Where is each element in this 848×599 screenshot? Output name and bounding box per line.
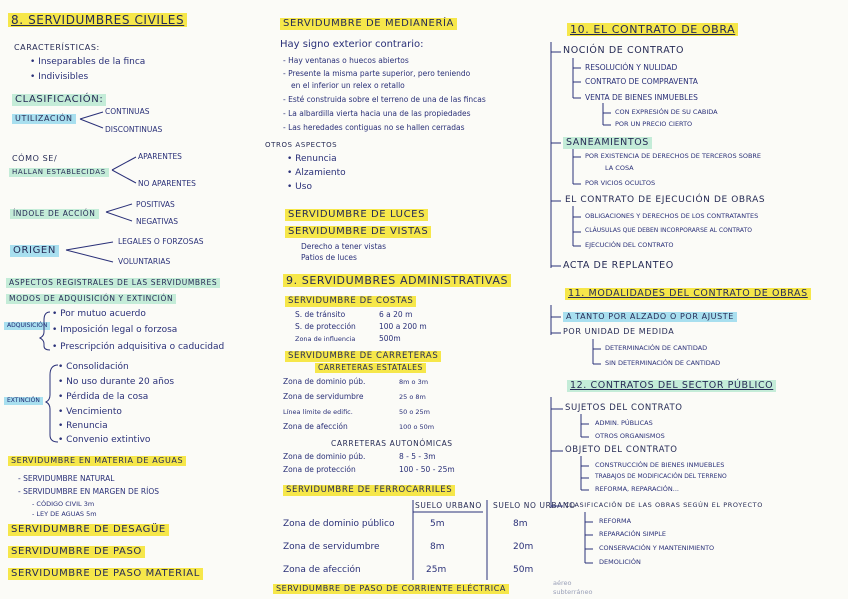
ferro-no-urbano-value: 50m	[513, 565, 534, 575]
ferro-row-label: Zona de dominio público	[283, 519, 395, 529]
indole-item: NEGATIVAS	[136, 217, 179, 226]
estatales-value: 50 o 25m	[399, 408, 430, 416]
caracteristicas-label: CARACTERÍSTICAS:	[14, 43, 100, 52]
ferrocarriles-table-lines	[275, 0, 276, 1]
faded-note: aéreo	[553, 579, 572, 587]
aspectos-registrales-heading: ASPECTOS REGISTRALES DE LAS SERVIDUMBRES	[6, 278, 220, 288]
adquisicion-item: • Prescripción adquisitiva o caducidad	[52, 342, 225, 352]
nocion-item: RESOLUCIÓN Y NULIDAD	[585, 63, 678, 72]
extincion-item: • Consolidación	[58, 362, 129, 372]
clasificacion-item: REPARACIÓN SIMPLE	[599, 530, 666, 538]
modos-adquisicion-heading: MODOS DE ADQUISICIÓN Y EXTINCIÓN	[6, 294, 176, 304]
clasificacion-obras: CLASIFICACIÓN DE LAS OBRAS SEGÚN EL PROYECTO	[565, 501, 763, 509]
ferro-no-urbano-value: 20m	[513, 542, 534, 552]
autonomicas-label: Zona de protección	[283, 465, 356, 474]
autonomicas-label: Zona de dominio púb.	[283, 452, 366, 461]
heading-servidumbre-medianeria: SERVIDUMBRE DE MEDIANERÍA	[280, 18, 457, 30]
saneamiento-item: POR EXISTENCIA DE DERECHOS DE TERCEROS SOBRE	[585, 152, 762, 160]
heading-servidumbre-paso: SERVIDUMBRE DE PASO	[8, 546, 145, 558]
faded-note: subterráneo	[553, 588, 593, 596]
sujetos-item: OTROS ORGANISMOS	[595, 432, 665, 440]
aguas-subitem: - LEY DE AGUAS 5m	[32, 510, 97, 518]
saneamiento-item: LA COSA	[605, 164, 634, 172]
heading-servidumbre-paso-material: SERVIDUMBRE DE PASO MATERIAL	[8, 568, 203, 580]
adquisicion-label: ADQUISICIÓN	[4, 322, 50, 330]
signo-item: en el inferior un relex o retallo	[291, 81, 405, 90]
estatales-label: Zona de dominio púb.	[283, 377, 366, 386]
heading-contratos-sector-publico: 12. CONTRATOS DEL SECTOR PÚBLICO	[567, 380, 776, 392]
otros-aspectos-label: OTROS ASPECTOS	[265, 141, 338, 149]
ferro-urbano-value: 25m	[426, 565, 447, 575]
adquisicion-item: • Imposición legal o forzosa	[52, 325, 178, 335]
objeto-item: TRABAJOS DE MODIFICACIÓN DEL TERRENO	[595, 473, 727, 480]
contrato-ejecucion-obras: EL CONTRATO DE EJECUCIÓN DE OBRAS	[565, 195, 766, 205]
estatales-label: Zona de servidumbre	[283, 392, 364, 401]
costas-label: Zona de influencia	[295, 335, 356, 343]
venta-item: POR UN PRECIO CIERTO	[615, 120, 693, 128]
origen-item: VOLUNTARIAS	[118, 257, 171, 266]
venta-item: CON EXPRESIÓN DE SU CABIDA	[615, 108, 718, 116]
carreteras-estatales-label: CARRETERAS ESTATALES	[315, 363, 426, 373]
indole-label: ÍNDOLE DE ACCIÓN	[10, 209, 99, 219]
suelo-urbano-header: SUELO URBANO	[415, 501, 482, 510]
heading-servidumbre-carreteras: SERVIDUMBRE DE CARRETERAS	[285, 351, 441, 362]
ferro-urbano-value: 8m	[430, 542, 445, 552]
heading-modalidades-contrato: 11. MODALIDADES DEL CONTRATO DE OBRAS	[565, 288, 811, 300]
extincion-item: • Renuncia	[58, 421, 108, 431]
vistas-item: Patios de luces	[301, 253, 357, 262]
origen-item: LEGALES O FORZOSAS	[118, 237, 204, 246]
como-item: APARENTES	[138, 152, 182, 161]
autonomicas-value: 8 - 5 - 3m	[399, 452, 436, 461]
publico-tree-lines	[545, 0, 546, 1]
signo-item: - Hay ventanas o huecos abiertos	[283, 56, 409, 65]
objeto-item: CONSTRUCCIÓN DE BIENES INMUEBLES	[595, 461, 725, 469]
costas-value: 100 a 200 m	[379, 322, 427, 331]
acta-replanteo: ACTA DE REPLANTEO	[563, 260, 674, 271]
nocion-contrato: NOCIÓN DE CONTRATO	[563, 45, 685, 56]
nocion-item: VENTA DE BIENES INMUEBLES	[585, 93, 698, 102]
utilizacion-label: UTILIZACIÓN	[12, 114, 76, 124]
heading-servidumbre-corriente-electrica: SERVIDUMBRE DE PASO DE CORRIENTE ELÉCTRICA	[273, 584, 509, 594]
ejecucion-item: OBLIGACIONES Y DERECHOS DE LOS CONTRATANTES	[585, 212, 759, 220]
aguas-subitem: - CÓDIGO CIVIL 3m	[32, 500, 95, 508]
medida-item: DETERMINACIÓN DE CANTIDAD	[605, 344, 708, 352]
indole-item: POSITIVAS	[136, 200, 175, 209]
caracteristica-item: • Inseparables de la finca	[30, 57, 146, 67]
extincion-item: • Pérdida de la cosa	[58, 392, 149, 402]
estatales-value: 25 o 8m	[399, 393, 426, 401]
heading-servidumbre-vistas: SERVIDUMBRE DE VISTAS	[285, 226, 431, 238]
otros-item: • Uso	[287, 182, 312, 192]
ejecucion-item: EJECUCIÓN DEL CONTRATO	[585, 241, 674, 249]
utilizacion-item: DISCONTINUAS	[105, 125, 163, 134]
costas-label: S. de tránsito	[295, 310, 346, 319]
objeto-item: REFORMA, REPARACIÓN...	[595, 485, 679, 493]
estatales-value: 8m o 3m	[399, 378, 429, 386]
estatales-value: 100 o 50m	[399, 423, 435, 431]
suelo-no-urbano-header: SUELO NO URBANO	[493, 501, 576, 510]
extincion-label: EXTINCIÓN	[4, 397, 43, 405]
sujetos-item: ADMIN. PÚBLICAS	[595, 419, 653, 427]
column-medianeria-administrativas	[265, 0, 593, 599]
heading-servidumbre-luces: SERVIDUMBRE DE LUCES	[285, 209, 428, 221]
extincion-item: • Vencimiento	[58, 407, 122, 417]
hallan-establecidas-label: HALLAN ESTABLECIDAS	[9, 168, 109, 177]
ferro-row-label: Zona de afección	[283, 565, 361, 575]
estatales-label: Zona de afección	[283, 422, 348, 431]
costas-value: 6 a 20 m	[379, 310, 413, 319]
signo-item: - La albardilla vierta hacia una de las propiedades	[283, 109, 471, 118]
column-servidumbres-civiles	[0, 0, 275, 599]
vistas-item: Derecho a tener vistas	[301, 242, 387, 251]
origen-label: ORIGEN	[10, 245, 59, 257]
otros-item: • Alzamiento	[287, 168, 346, 178]
tanto-alzado: A TANTO POR ALZADO O POR AJUSTE	[563, 312, 737, 322]
objeto-contrato: OBJETO DEL CONTRATO	[565, 445, 678, 455]
extincion-item: • No uso durante 20 años	[58, 377, 175, 387]
heading-servidumbre-ferrocarriles: SERVIDUMBRE DE FERROCARRILES	[283, 485, 455, 496]
saneamientos: SANEAMIENTOS	[563, 137, 652, 149]
heading-servidumbres-administrativas: 9. SERVIDUMBRES ADMINISTRATIVAS	[283, 274, 511, 287]
nocion-item: CONTRATO DE COMPRAVENTA	[585, 77, 698, 86]
heading-servidumbre-desague: SERVIDUMBRE DE DESAGÜE	[8, 524, 169, 536]
heading-contrato-obra: 10. EL CONTRATO DE OBRA	[567, 23, 738, 36]
ejecucion-item: CLÁUSULAS QUE DEBEN INCORPORARSE AL CONTRATO	[585, 227, 752, 234]
autonomicas-value: 100 - 50 - 25m	[399, 465, 455, 474]
aguas-item: - SERVIDUMBRE NATURAL	[18, 474, 115, 483]
saneamiento-item: POR VICIOS OCULTOS	[585, 179, 656, 187]
otros-item: • Renuncia	[287, 154, 337, 164]
heading-servidumbre-aguas: SERVIDUMBRE EN MATERIA DE AGUAS	[8, 456, 186, 466]
column-contrato-obra	[545, 0, 848, 599]
clasificacion-item: REFORMA	[599, 517, 632, 525]
medida-item: SIN DETERMINACIÓN DE CANTIDAD	[605, 359, 721, 367]
extincion-item: • Convenio extintivo	[58, 435, 151, 445]
heading-servidumbres-civiles: 8. SERVIDUMBRES CIVILES	[8, 13, 187, 27]
adquisicion-item: • Por mutuo acuerdo	[52, 309, 146, 319]
heading-servidumbre-costas: SERVIDUMBRE DE COSTAS	[285, 296, 416, 307]
bracket-extincion	[0, 0, 1, 1]
caracteristica-item: • Indivisibles	[30, 72, 89, 82]
como-item: NO APARENTES	[138, 179, 196, 188]
estatales-label: Línea límite de edific.	[283, 408, 353, 416]
signo-item: - Esté construida sobre el terreno de una de las fincas	[283, 95, 486, 104]
utilizacion-item: CONTINUAS	[105, 107, 150, 116]
clasificacion-item: DEMOLICIÓN	[599, 558, 641, 566]
hay-signo-label: Hay signo exterior contrario:	[280, 39, 424, 50]
clasificacion-label: CLASIFICACIÓN:	[12, 94, 106, 106]
signo-item: - Presente la misma parte superior, pero teniendo	[283, 69, 471, 78]
costas-label: S. de protección	[295, 322, 356, 331]
ferro-no-urbano-value: 8m	[513, 519, 528, 529]
clasificacion-item: CONSERVACIÓN Y MANTENIMIENTO	[599, 544, 715, 552]
aguas-item: - SERVIDUMBRE EN MARGEN DE RÍOS	[18, 487, 160, 496]
carreteras-autonomicas-label: CARRETERAS AUTONÓMICAS	[331, 439, 453, 448]
ferro-row-label: Zona de servidumbre	[283, 542, 380, 552]
como-se-label: CÓMO SE/	[12, 154, 58, 163]
signo-item: - Las heredades contiguas no se hallen cerradas	[283, 123, 465, 132]
ferro-urbano-value: 5m	[430, 519, 445, 529]
unidad-medida: POR UNIDAD DE MEDIDA	[563, 327, 675, 336]
sujetos-contrato: SUJETOS DEL CONTRATO	[565, 403, 683, 413]
costas-value: 500m	[379, 334, 401, 343]
